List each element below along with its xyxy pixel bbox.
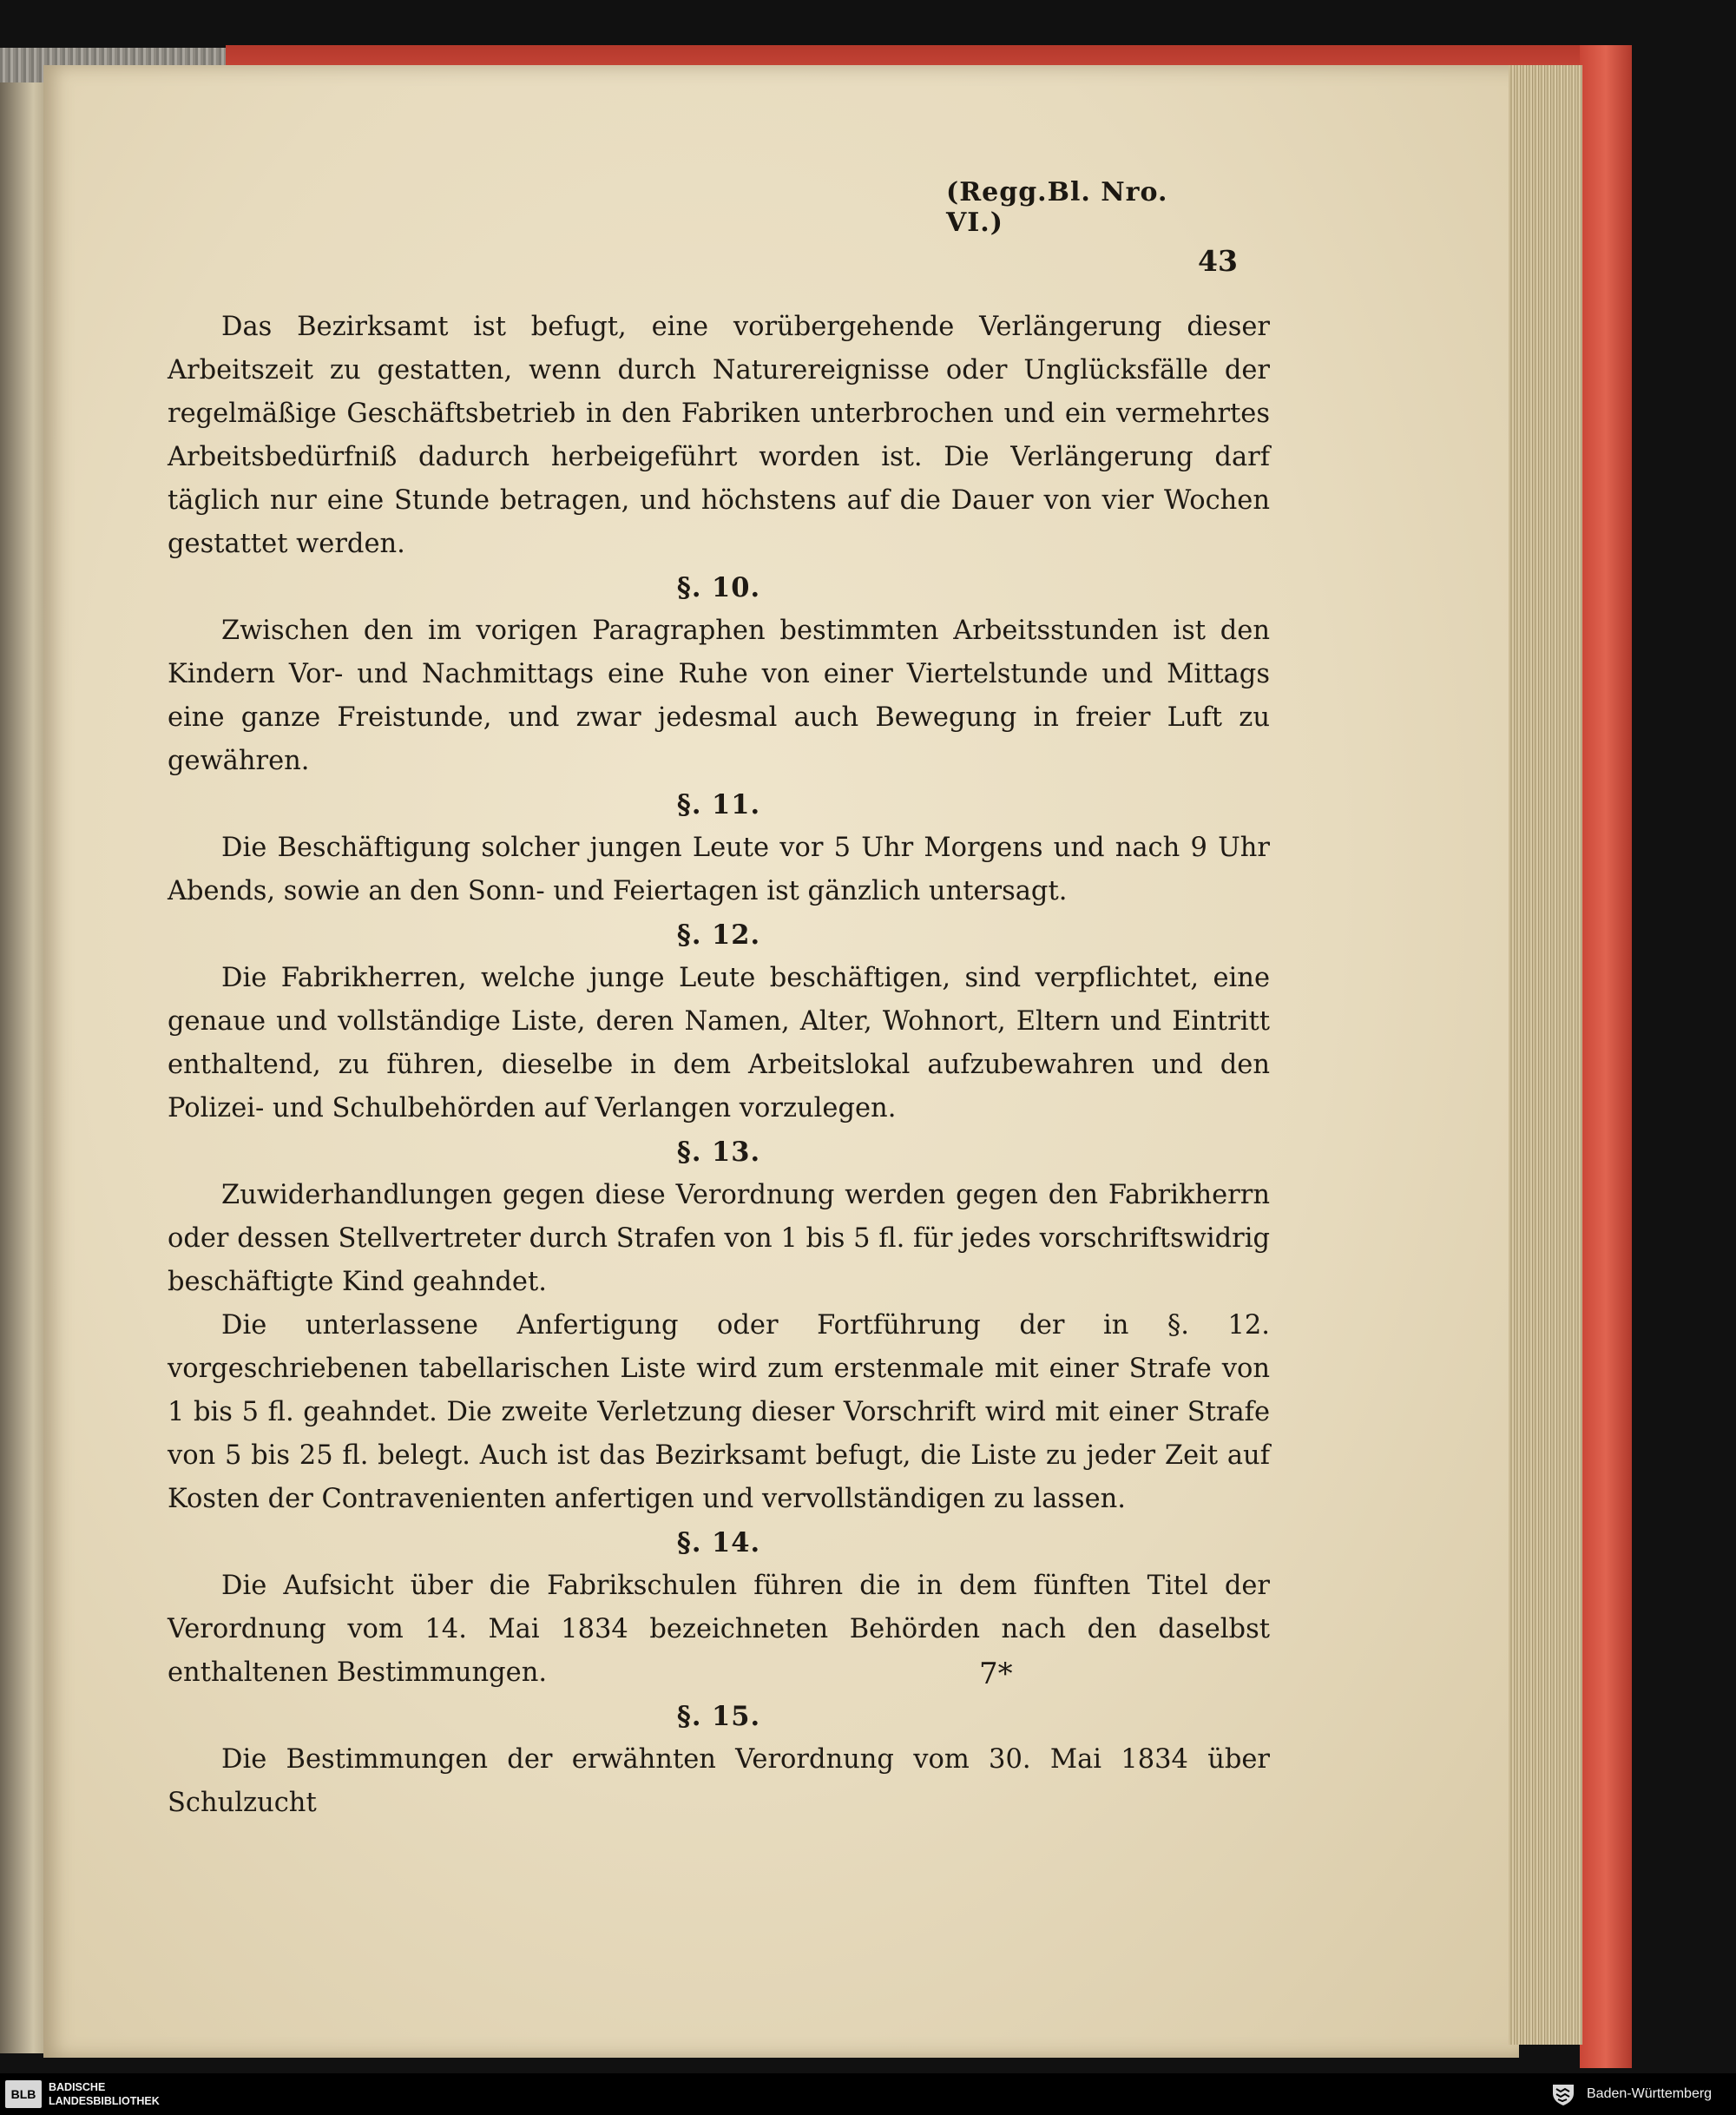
- section-15-text: Die Bestimmungen der erwähnten Verordnung vom 30. Mai 1834 über Schulzucht: [168, 1744, 1270, 1818]
- section-10-text: Zwischen den im vorigen Paragraphen bestimmten Arbeitsstunden ist den Kindern Vor- und Nachmittags eine Ruhe von einer Viertelstunde und Mittags eine ganze Freistunde, und zwar jedesmal auch Bewegung in freier Luft zu gewähren.: [168, 616, 1270, 776]
- section-11-heading: §. 11.: [676, 789, 761, 820]
- section-15-heading: §. 15.: [676, 1701, 761, 1732]
- library-name-line-2: LANDESBIBLIOTHEK: [49, 2095, 160, 2107]
- blb-logo[interactable]: BLB: [5, 2080, 42, 2108]
- section-13-text-1: Zuwiderhandlungen gegen diese Verordnung werden gegen den Fabrikherrn oder dessen Stellvertreter durch Strafen von 1 bis 5 fl. für jedes vorschriftswidrig beschäftigte Kind geahndet.: [168, 1180, 1270, 1297]
- page-block-edges: [1509, 65, 1582, 2045]
- library-name-line-1: BADISCHE: [49, 2081, 106, 2093]
- state-coat-of-arms-icon: [1550, 2082, 1576, 2106]
- paragraph-intro: Das Bezirksamt ist befugt, eine vorübergehende Verlängerung dieser Arbeitszeit zu gestatten, wenn durch Naturereignisse oder Unglücksfälle der regelmäßige Geschäftsbetrieb in den Fabriken unterbrochen und ein vermehrtes Arbeitsbedürfniß dadurch herbeigeführt worden ist. Die Verlängerung darf täglich nur eine Stunde betragen, und höchstens auf die Dauer von vier Wochen gestattet werden.: [168, 312, 1270, 559]
- document-body: [168, 306, 1270, 1825]
- viewer-footer: [0, 2073, 1736, 2115]
- section-10-heading: §. 10.: [676, 572, 761, 603]
- section-13-text-2: Die unterlassene Anfertigung oder Fortführung der in §. 12. vorgeschriebenen tabellarischen Liste wird zum erstenmale mit einer Strafe von 1 bis 5 fl. geahndet. Die zweite Verletzung dieser Vorschrift wird mit einer Strafe von 5 bis 25 fl. belegt. Auch ist das Bezirksamt befugt, die Liste zu jeder Zeit auf Kosten der Contravenienten anfertigen und vervollständigen zu lassen.: [168, 1310, 1270, 1514]
- section-12-text: Die Fabrikherren, welche junge Leute beschäftigen, sind verpflichtet, eine genaue und vollständige Liste, deren Namen, Alter, Wohnort, Eltern und Eintritt enthaltend, zu führen, dieselbe in dem Arbeitslokal aufzubewahren und den Polizei- und Schulbehörden auf Verlangen vorzulegen.: [168, 963, 1270, 1123]
- section-14-heading: §. 14.: [676, 1527, 761, 1558]
- section-12-heading: §. 12.: [676, 919, 761, 951]
- section-11-text: Die Beschäftigung solcher jungen Leute vor 5 Uhr Morgens und nach 9 Uhr Abends, sowie an den Sonn- und Feiertagen ist gänzlich untersagt.: [168, 833, 1270, 906]
- signature-mark: 7*: [979, 1657, 1013, 1691]
- section-13-heading: §. 13.: [676, 1137, 761, 1168]
- running-head: (Regg.Bl. Nro. VI.): [946, 177, 1168, 238]
- facing-page-edge: [0, 82, 48, 2053]
- page-number: 43: [1198, 244, 1238, 278]
- state-name: Baden-Württemberg: [1587, 2086, 1713, 2101]
- section-14-text: Die Aufsicht über die Fabrikschulen führen die in dem fünften Titel der Verordnung vom 14. Mai 1834 bezeichneten Behörden nach den daselbst enthaltenen Bestimmungen.: [168, 1571, 1270, 1688]
- binding-cloth-right: [1580, 45, 1632, 2068]
- library-name: [49, 2080, 160, 2108]
